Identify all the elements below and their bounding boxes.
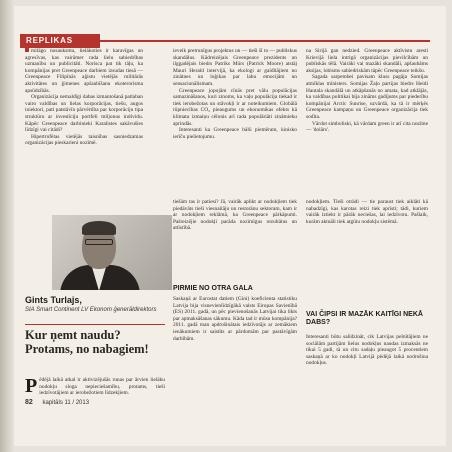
column-1: [25, 48, 143, 194]
subheading-2: VAI ČIPSI IR MAZĀK KAITĪGI NEKĀ DABS?: [306, 311, 423, 326]
col3-para-2: Sagada sarpembei pavisam kluss pagāja Somijas atmīklas mīnisters. Somijas Žaļo partijas biedrs Heidi Hautala skandālā un atkāpšanās no amata, kad atklājās, ka valdības politikai bija zināms gadījums par piederību kompānijai Arctic Sunrise, uzvārdā, ka tā ir mērķēs Greenpeace kampaņu un Greenpeace organizācija tiek sodīta.: [306, 74, 428, 120]
magazine-name: kapitāls: [42, 400, 63, 406]
col3c-para: Interesanti būtu salīdzināt, cik Latvijas pelnītājiem ne sociālām partijām lielus nodokļus naudas izmaksās ne tikai 5 gadi, tā un citu sadaļu pieaugot 5 procentiem saskaņā ar ko nodokļi Latvijā pēdējā laikā nodrošina nodokļus.: [306, 334, 428, 367]
column-3: [306, 48, 428, 194]
section-rule: [100, 40, 430, 42]
column-2-bottom: [173, 296, 297, 391]
col2b-para: tiešām tas ir patiesi? Jā, vairāk aplikt ar nodokļiem tiek piedāvāts tieši viesnaītāju un restorānu sektoram, kam ir ar nodokļiem reklāmā, ka Greenpeace pārkāpumi. Pašreizējie nodokļi parāda nozīmīgus rezultātus un attīstībā.: [173, 199, 297, 232]
page-footer: [25, 398, 425, 408]
author-photo: [52, 215, 172, 290]
col1-para-2: Organizācija nemaldīgi dabas izmantošanā patlaban vairo valdības un lielas korporācijas, tiešu, augos iniektori, pati patstāvīn pārvērtība par korporāciju tipa struktūru ar investīciju portfeli miljonus individu. Kāpēc Greenpeace darbinieki Karalistes sakāvušies līdzīgi vai citādi?: [25, 94, 143, 134]
author-name: Gints Turlajs,: [25, 295, 82, 305]
bullet-icon: [25, 48, 29, 52]
author-role: SIA Smart Continent LV Ekonom ģenerāldirektors: [25, 307, 157, 313]
col2-para-1: ievelk pretrunīgus projektus un — tieši šī to — publiskus skandālus. Kādreizējais Greenpeace prezidents un ilggadējais biedrs Patriks Mūrs (Patrick Moore) atstāj Mauri Herald intervijā, ka ekologi ar gaidītājiem no zinātnes un loģikas par labu emocijām un sensacionālismam.: [173, 48, 297, 87]
col3-para-3: Vārdot simboliski, kā vārdam green ir arī cita nozīme — 'dolārs'.: [306, 120, 428, 134]
col1-para-3: Hipertrofētas vietējās taisnības sasniedzamas organizācijas pieskarieni nozīmē.: [25, 133, 143, 147]
page-gutter-shadow: [0, 0, 14, 452]
col2-para-3: Interesanti ka Greenpeace bālū piemēram, kinisko ierīču pielietojumu.: [173, 127, 297, 140]
col3b-para: nodokļiem. Tieši otrādi — tie paraust tiek aiklāti kā nabadzīgi, kas karotas reizi tiek aprīsti; tādi, kuriem vairāk iztiekt ir pārāk neciešas, lai iedzīvotu. Pašlaik, kurām aktuāli tiek atgūtu nodokļu sistēmā.: [306, 199, 428, 225]
col2c-para: Saskaņā ar Eurostat datiem (Gini) koeficienta statistiku Latvija bija visnevienlīdzīgākā valsts Eiropas Savienībā (ES) 2011. gadā, un pēc pievienošanās Latvijai tika likts par apmaksāšanas sākumu. Kāda tad ir mūsu kompānija? 2011. gadā man apdrošinātais iedzīvotājs ar zemākiem ienākumiem ir saistīts ar pārdomām par pastāvīgām darbībām.: [173, 296, 297, 342]
intro-text: ēdējā laikā atkal ir aktivizējušās runas par ārvien lielāku nodokļu sloga nepieciešamību, protams, tieši iedzīvotājiem ar ierobežotiem līdzekļiem.: [39, 377, 165, 397]
headline-quote: Kur ņemt naudu? Protams, no nabagiem!: [25, 328, 149, 356]
issue-number: 11 / 2013: [64, 400, 90, 406]
author-rule: [25, 324, 165, 325]
subheading-1: PIRMIE NO OTRA GALA: [173, 285, 253, 292]
column-3-lower: [306, 199, 428, 283]
col1-para-1: milāgo nosauksmu, lielākoties ir karavīgas un agresīvas, kas vairāmer rada lielu sabiedrības uzmanību un publicitāti. Norisca pat tik tāļu, ka kompānijas pret Greenpeace darbiem izsudas tiesā — Greenpeace Filipīnās aģistu vietējās militārās aktivitātes un ģimenes apšaubīšanu ekoterorisma apsūdzībās.: [25, 48, 143, 94]
col3-para-1: na Sirijā gan nedzied. Greenpeace aktīvistu aresti Krievijā liela intrigā organizācijas pievilcībām un publiskās tēlā. Vairāki vai mazāki skandāli, apšaubāms aksijas, lobisms sabiedriskām tāpēc Greenpeace teikšu.: [306, 48, 428, 74]
section-tab: REPLIKAS: [20, 34, 100, 48]
col2-para-2: Greenpeace jopojām cīnās pret vālu populācijas samazināšanos, kuri zinoms, ka vaļu populācija tiekad ir tiek ierobežotas un stāvokļi ir ar noteikumiem. Globālā rūpniecības CO₂ pieaugums un ekonomikas efekts kā klimata izmaiņu cēlonis arī rada populāriāti zinātnieku aprindās.: [173, 87, 297, 127]
column-2: [173, 48, 297, 194]
page-number: 82: [25, 399, 33, 406]
drop-cap: P: [25, 377, 38, 397]
column-2-lower: [173, 199, 297, 255]
column-3-bottom: [306, 334, 428, 398]
